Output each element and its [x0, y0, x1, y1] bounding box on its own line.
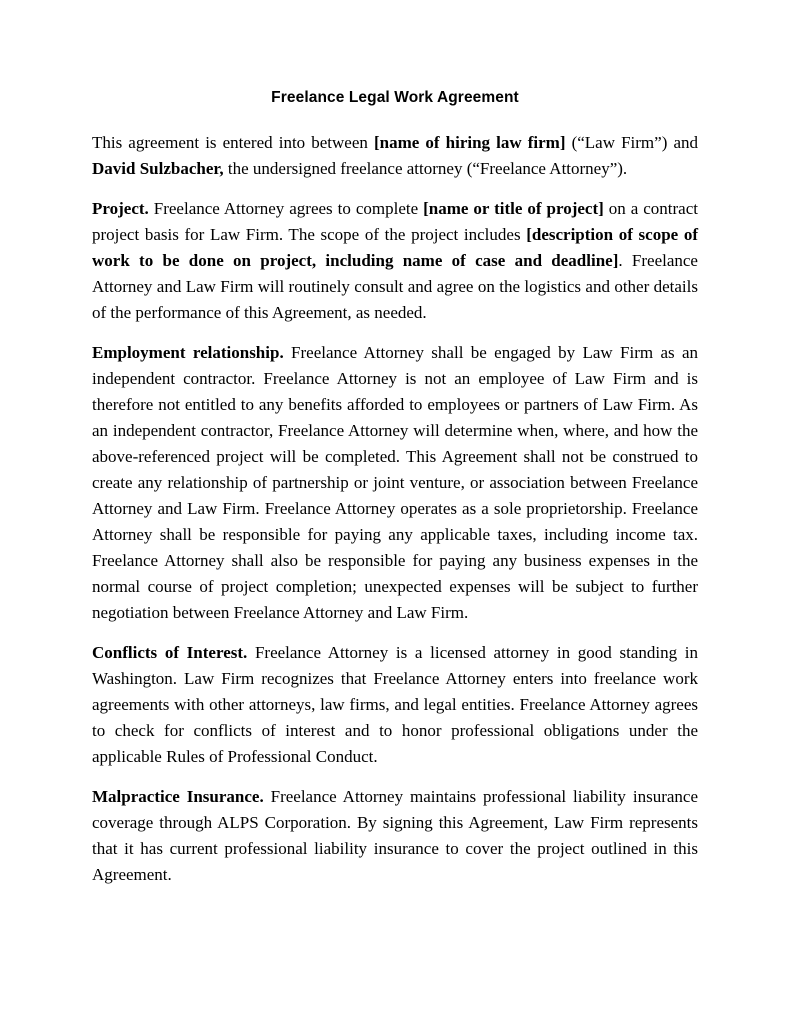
bold-run: [description of scope of work to be done on project, including name of case and deadline]	[92, 225, 698, 270]
bold-run: [name or title of project]	[423, 199, 604, 218]
paragraph-employment-relationship	[92, 340, 698, 626]
paragraph-list	[92, 130, 698, 888]
text-run: (“Law Firm”) and	[565, 133, 698, 152]
paragraph-malpractice-insurance	[92, 784, 698, 888]
text-run: Freelance Attorney agrees to complete	[148, 199, 424, 218]
paragraph-conflicts-of-interest	[92, 640, 698, 770]
paragraph-project	[92, 196, 698, 326]
text-run: . Freelance Attorney and Law Firm will routinely consult and agree on the logistics and other details of the performance of this Agreement, as needed.	[92, 251, 698, 322]
text-run: This agreement is entered into between	[92, 133, 374, 152]
text-run: the undersigned freelance attorney (“Freelance Attorney”).	[223, 159, 628, 178]
paragraph-intro	[92, 130, 698, 182]
text-run: Freelance Attorney is a licensed attorney in good standing in Washington. Law Firm recognizes that Freelance Attorney enters into freelance work agreements with other attorneys, law firms, and legal entities. Freelance Attorney agrees to check for conflicts of interest and to honor professional obligations under the applicable Rules of Professional Conduct.	[92, 643, 698, 766]
bold-run: Employment relationship.	[92, 343, 284, 362]
bold-run: David Sulzbacher,	[92, 159, 224, 178]
document-body	[92, 88, 698, 888]
bold-run: [name of hiring law firm]	[374, 133, 566, 152]
bold-run: Malpractice Insurance.	[92, 787, 264, 806]
bold-run: Conflicts of Interest.	[92, 643, 248, 662]
bold-run: Project.	[92, 199, 149, 218]
text-run: on a contract project basis for Law Firm. The scope of the project includes	[92, 199, 698, 244]
text-run: Freelance Attorney maintains professional liability insurance coverage through ALPS Corporation. By signing this Agreement, Law Firm represents that it has current professional liability insurance to cover the project outlined in this Agreement.	[92, 787, 698, 884]
page-title: Freelance Legal Work Agreement	[271, 89, 519, 106]
text-run: Freelance Attorney shall be engaged by Law Firm as an independent contractor. Freelance Attorney is not an employee of Law Firm and is therefore not entitled to any benefits afforded to employees or partners of Law Firm. As an independent contractor, Freelance Attorney will determine when, where, and how the above-referenced project will be completed. This Agreement shall not be construed to create any relationship of partnership or joint venture, or association between Freelance Attorney and Law Firm. Freelance Attorney operates as a sole proprietorship. Freelance Attorney shall be responsible for paying any applicable taxes, including income tax. Freelance Attorney shall also be responsible for paying any business expenses in the normal course of project completion; unexpected expenses will be subject to further negotiation between Freelance Attorney and Law Firm.	[92, 343, 699, 622]
